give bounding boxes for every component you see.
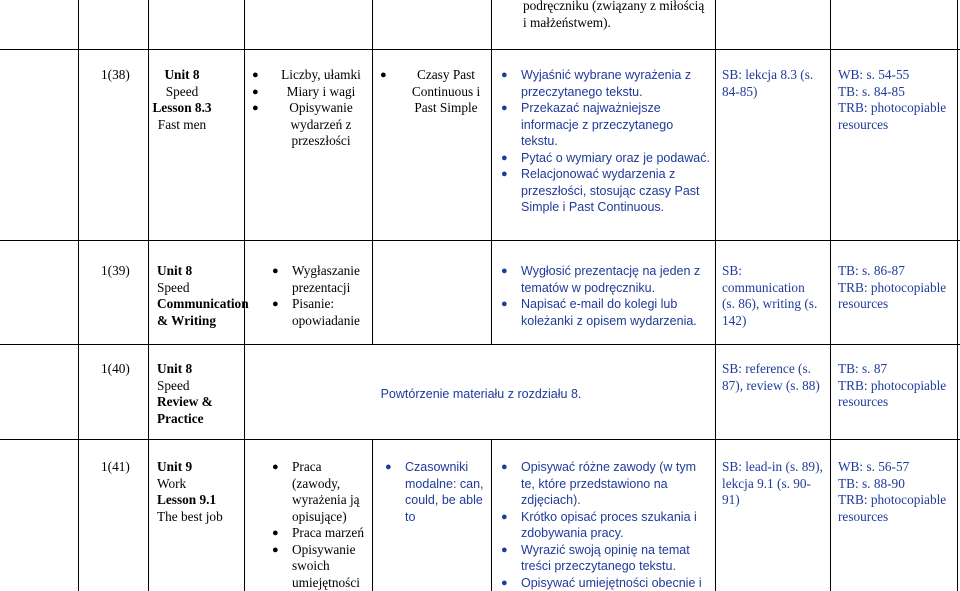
sb-reference: SB: lekcja 8.3 (s. 84-85) [722, 67, 814, 99]
list-item: ● Opisywać różne zawody (w tym te, które przedstawiono na zdjęciach). [499, 459, 713, 509]
list-item: ● Wygłosić prezentację na jeden z tematów w podręczniku. [499, 263, 713, 296]
objectives-list [499, 67, 711, 216]
lesson-number: 1(39) [101, 263, 130, 278]
list-item: ● Pisanie: opowiadanie [270, 296, 370, 329]
lesson-title: Unit 9 Work Lesson 9.1 The best job [157, 459, 223, 524]
grid-line [0, 240, 960, 241]
list-item: ● Opisywanie swoich umiejętności [270, 542, 370, 591]
list-item: ● Liczby, ułamki [250, 67, 368, 84]
list-item: ● Wyjaśnić wybrane wyrażenia z przeczytanego tekstu. [499, 67, 711, 100]
grid-line [372, 0, 373, 591]
grammar-list [383, 459, 489, 525]
list-item: ● Przekazać najważniejsze informacje z przeczytanego tekstu. [499, 100, 711, 150]
lesson-number: 1(40) [101, 361, 130, 376]
list-item: ● Czasy Past Continuous i Past Simple [378, 67, 488, 117]
lesson-title: Unit 8 Speed Communication & Writing [157, 263, 249, 328]
grid-line [0, 49, 960, 50]
topic-list [250, 67, 368, 150]
objectives-list [499, 263, 713, 329]
topic-list [270, 459, 370, 591]
merged-review-text: Powtórzenie materiału z rozdziału 8. [380, 387, 582, 401]
list-item: ● Pytać o wymiary oraz je podawać. [499, 150, 711, 167]
list-item: ● Wyrazić swoją opinię na temat treści przeczytanego tekstu. [499, 542, 713, 575]
list-item: ● Miary i wagi [250, 84, 368, 101]
sb-reference: SB: communication (s. 86), writing (s. 142) [722, 263, 818, 328]
list-item: ● Napisać e-mail do kolegi lub koleżanki z opisem wydarzenia. [499, 296, 713, 329]
list-item: ● Opisywać umiejętności obecnie i [499, 575, 713, 591]
grid-line [715, 0, 716, 591]
lesson-number: 1(38) [101, 67, 130, 82]
materials-reference: TB: s. 86-87 TRB: photocopiable resources [838, 263, 947, 311]
grid-line [957, 0, 958, 591]
top-row-cell: podręczniku (związany z miłością i małżeństwem). [523, 0, 705, 30]
objectives-list [499, 459, 713, 591]
grid-line [78, 0, 79, 591]
materials-reference: WB: s. 56-57 TB: s. 88-90 TRB: photocopiable resources [838, 459, 947, 524]
list-item: ● Relacjonować wydarzenia z przeszłości, stosując czasy Past Simple i Past Continuous. [499, 166, 711, 216]
grid-line [830, 0, 831, 591]
list-item: ● Krótko opisać proces szukania i zdobywania pracy. [499, 509, 713, 542]
list-item: ● Praca (zawody, wyrażenia ją opisujące) [270, 459, 370, 525]
list-item: ● Wygłaszanie prezentacji [270, 263, 370, 296]
lesson-title: Unit 8 Speed Review & Practice [157, 361, 213, 426]
list-item: ● Praca marzeń [270, 525, 370, 542]
lesson-number: 1(41) [101, 459, 130, 474]
grid-line [0, 439, 960, 440]
grid-line [491, 0, 492, 591]
lesson-title: Unit 8 Speed Lesson 8.3 Fast men [152, 67, 212, 132]
grammar-list [378, 67, 488, 117]
topic-list [270, 263, 370, 329]
materials-reference: WB: s. 54-55 TB: s. 84-85 TRB: photocopiable resources [838, 67, 947, 132]
list-item: ● Opisywanie wydarzeń z przeszłości [250, 100, 368, 150]
materials-reference: TB: s. 87 TRB: photocopiable resources [838, 361, 947, 409]
sb-reference: SB: lead-in (s. 89), lekcja 9.1 (s. 90-91) [722, 459, 823, 507]
sb-reference: SB: reference (s. 87), review (s. 88) [722, 361, 820, 393]
list-item: ● Czasowniki modalne: can, could, be able to [383, 459, 489, 525]
